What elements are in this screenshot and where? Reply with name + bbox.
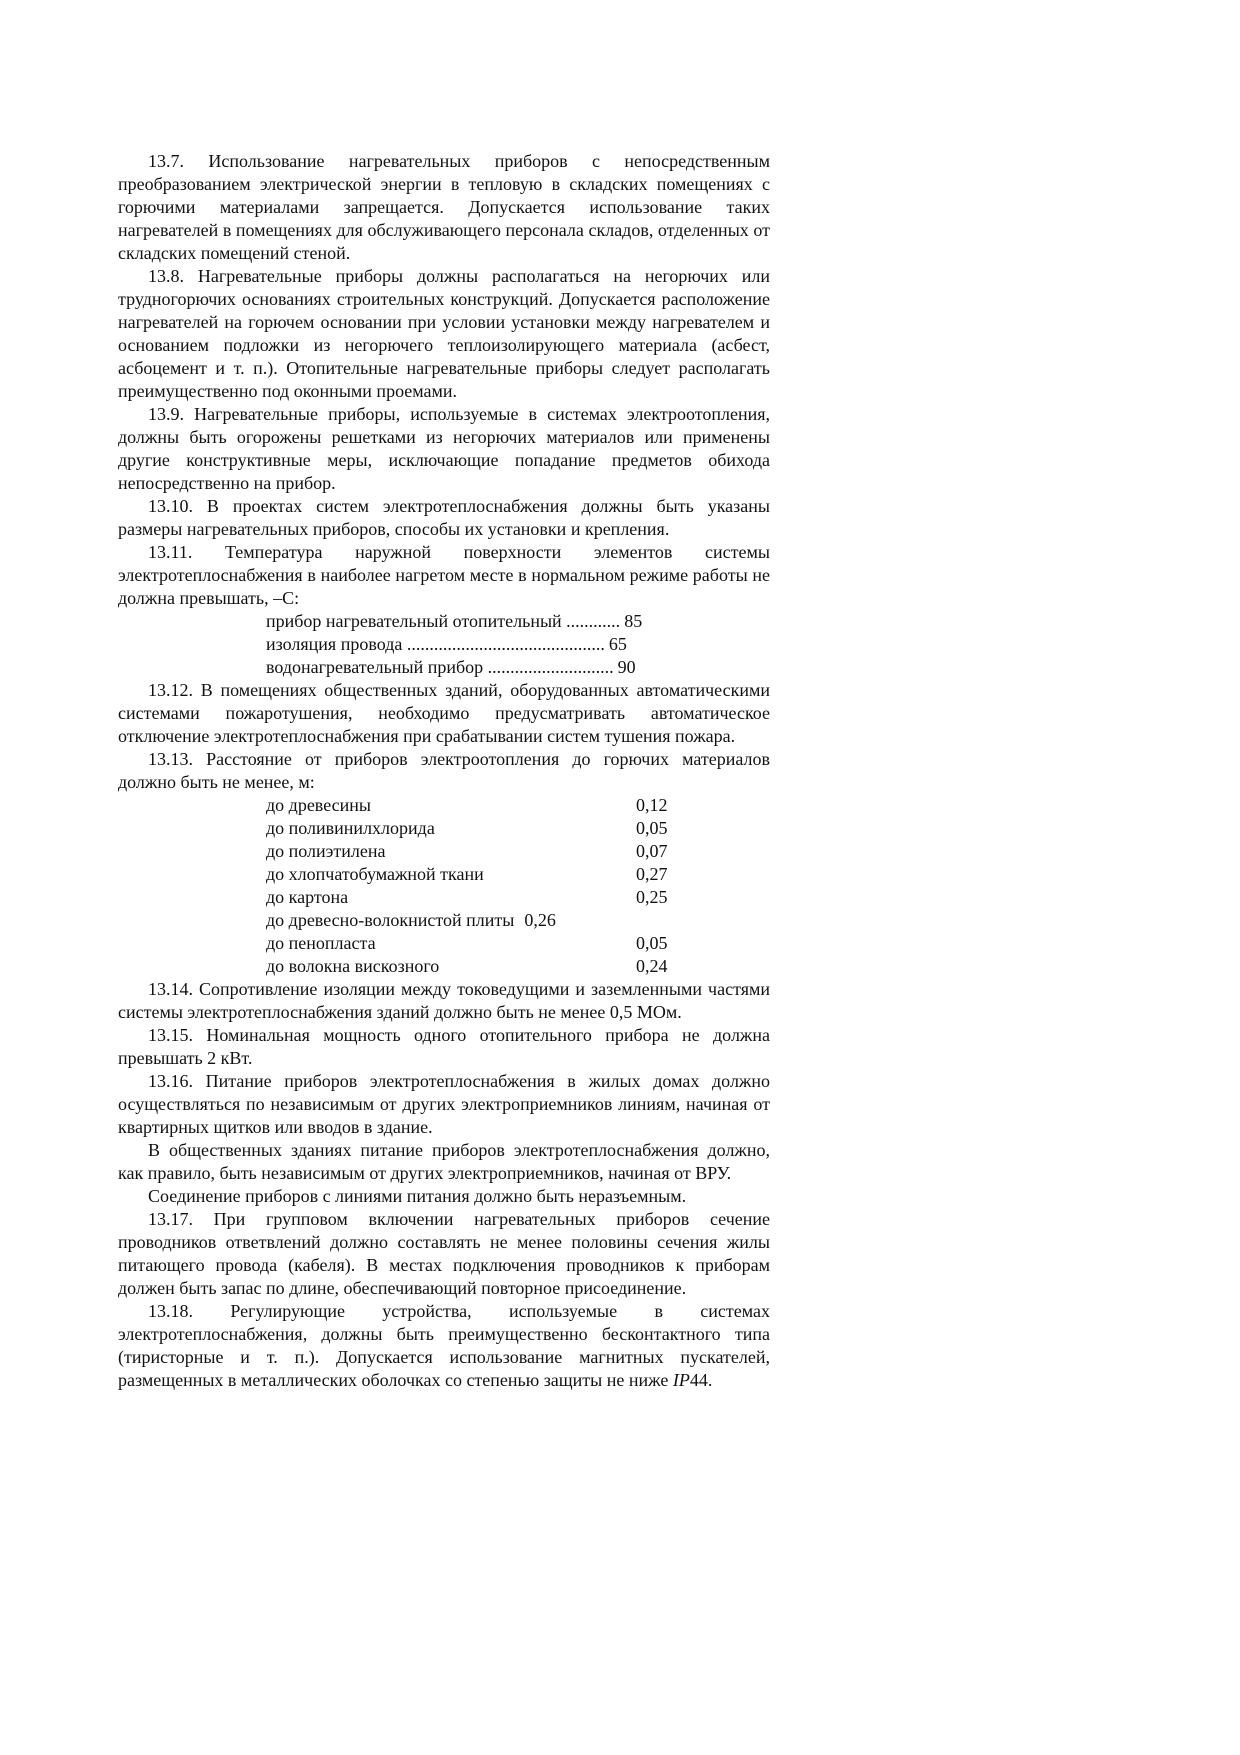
paragraph-13-16-connection: Соединение приборов с линиями питания должно быть неразъемным. bbox=[148, 1186, 687, 1206]
distance-list bbox=[266, 794, 770, 978]
list-item-label: до поливинилхлорида bbox=[266, 818, 435, 838]
list-item bbox=[266, 863, 770, 886]
temperature-list bbox=[266, 610, 770, 679]
paragraph-13-16: 13.16. Питание приборов электротеплоснабжения в жилых домах должно осуществляться по независимым от других электроприемников линиям, начиная от квартирных щитков или вводов в здание. bbox=[118, 1071, 770, 1137]
paragraph-13-12: 13.12. В помещениях общественных зданий, оборудованных автоматическими системами пожаротушения, необходимо предусматривать автоматическое отключение электротеплоснабжения при срабатывании систем тушения пожара. bbox=[118, 680, 770, 746]
ip-code-prefix: IP bbox=[672, 1370, 690, 1390]
paragraph-13-14: 13.14. Сопротивление изоляции между токоведущими и заземленными частями системы электротеплоснабжения зданий должно быть не менее 0,5 МОм. bbox=[118, 979, 770, 1022]
list-item-value: 0,27 bbox=[636, 864, 668, 884]
list-item-label: водонагревательный прибор ............................ bbox=[266, 657, 614, 677]
list-item bbox=[266, 656, 703, 679]
paragraph-13-18-text: 13.18. Регулирующие устройства, используемые в системах электротеплоснабжения, должны быть преимущественно бесконтактного типа (тиристорные и т. п.). Допускается использование магнитных пускателей, размещенных в металлических оболочках со степенью защиты не ниже bbox=[118, 1301, 770, 1390]
list-item-value: 0,12 bbox=[636, 795, 668, 815]
paragraph-13-16-public: В общественных зданиях питание приборов электротеплоснабжения должно, как правило, быть независимым от других электроприемников, начиная от ВРУ. bbox=[118, 1140, 770, 1183]
list-item bbox=[266, 932, 770, 955]
list-item-value: 90 bbox=[617, 657, 636, 677]
list-item-label: до древесины bbox=[266, 795, 371, 815]
list-item-label: прибор нагревательный отопительный ............ bbox=[266, 611, 621, 631]
document-page bbox=[118, 150, 770, 1392]
ip-code-rating: 44. bbox=[689, 1370, 713, 1390]
list-item-label: до хлопчатобумажной ткани bbox=[266, 864, 484, 884]
list-item bbox=[266, 840, 770, 863]
list-item-value: 0,25 bbox=[636, 887, 668, 907]
paragraph-13-17: 13.17. При групповом включении нагревательных приборов сечение проводников ответвлений должно составлять не менее половины сечения жилы питающего провода (кабеля). В местах подключения проводников к приборам должен быть запас по длине, обеспечивающий повторное присоединение. bbox=[118, 1209, 770, 1298]
paragraph-13-11: 13.11. Температура наружной поверхности элементов системы электротеплоснабжения в наиболее нагретом месте в нормальном режиме работы не должна превышать, –С: bbox=[118, 542, 770, 608]
list-item-label: изоляция провода ............................................ bbox=[266, 634, 605, 654]
list-item bbox=[266, 817, 770, 840]
paragraph-13-18 bbox=[118, 1300, 770, 1392]
paragraph-13-9: 13.9. Нагревательные приборы, используемые в системах электроотопления, должны быть огорожены решетками из негорючих материалов или применены другие конструктивные меры, исключающие попадание предметов обихода непосредственно на прибор. bbox=[118, 404, 770, 493]
paragraph-13-8: 13.8. Нагревательные приборы должны располагаться на негорючих или трудногорючих основаниях строительных конструкций. Допускается расположение нагревателей на горючем основании при условии установки между нагревателем и основанием подложки из негорючего теплоизолирующего материала (асбест, асбоцемент и т. п.). Отопительные нагревательные приборы следует располагать преимущественно под оконными проемами. bbox=[118, 266, 770, 401]
list-item bbox=[266, 955, 770, 978]
list-item-label: до древесно-волокнистой плиты bbox=[266, 910, 515, 930]
paragraph-13-7: 13.7. Использование нагревательных приборов с непосредственным преобразованием электрической энергии в тепловую в складских помещениях с горючими материалами запрещается. Допускается использование таких нагревателей в помещениях для обслуживающего персонала складов, отделенных от складских помещений стеной. bbox=[118, 151, 770, 263]
list-item bbox=[266, 610, 703, 633]
list-item-value: 0,07 bbox=[636, 841, 668, 861]
list-item-value: 65 bbox=[608, 634, 627, 654]
list-item-label: до картона bbox=[266, 887, 349, 907]
paragraph-13-15: 13.15. Номинальная мощность одного отопительного прибора не должна превышать 2 кВт. bbox=[118, 1025, 770, 1068]
paragraph-13-10: 13.10. В проектах систем электротеплоснабжения должны быть указаны размеры нагревательных приборов, способы их установки и крепления. bbox=[118, 496, 770, 539]
list-item-value: 0,05 bbox=[636, 933, 668, 953]
list-item-value: 0,26 bbox=[524, 910, 556, 930]
list-item bbox=[266, 909, 770, 932]
list-item bbox=[266, 886, 770, 909]
list-item bbox=[266, 633, 703, 656]
list-item-label: до пенопласта bbox=[266, 933, 376, 953]
list-item bbox=[266, 794, 770, 817]
list-item-label: до волокна вискозного bbox=[266, 956, 440, 976]
paragraph-13-13: 13.13. Расстояние от приборов электроотопления до горючих материалов должно быть не менее, м: bbox=[118, 749, 770, 792]
list-item-value: 0,24 bbox=[636, 956, 668, 976]
list-item-label: до полиэтилена bbox=[266, 841, 386, 861]
list-item-value: 85 bbox=[624, 611, 643, 631]
list-item-value: 0,05 bbox=[636, 818, 668, 838]
